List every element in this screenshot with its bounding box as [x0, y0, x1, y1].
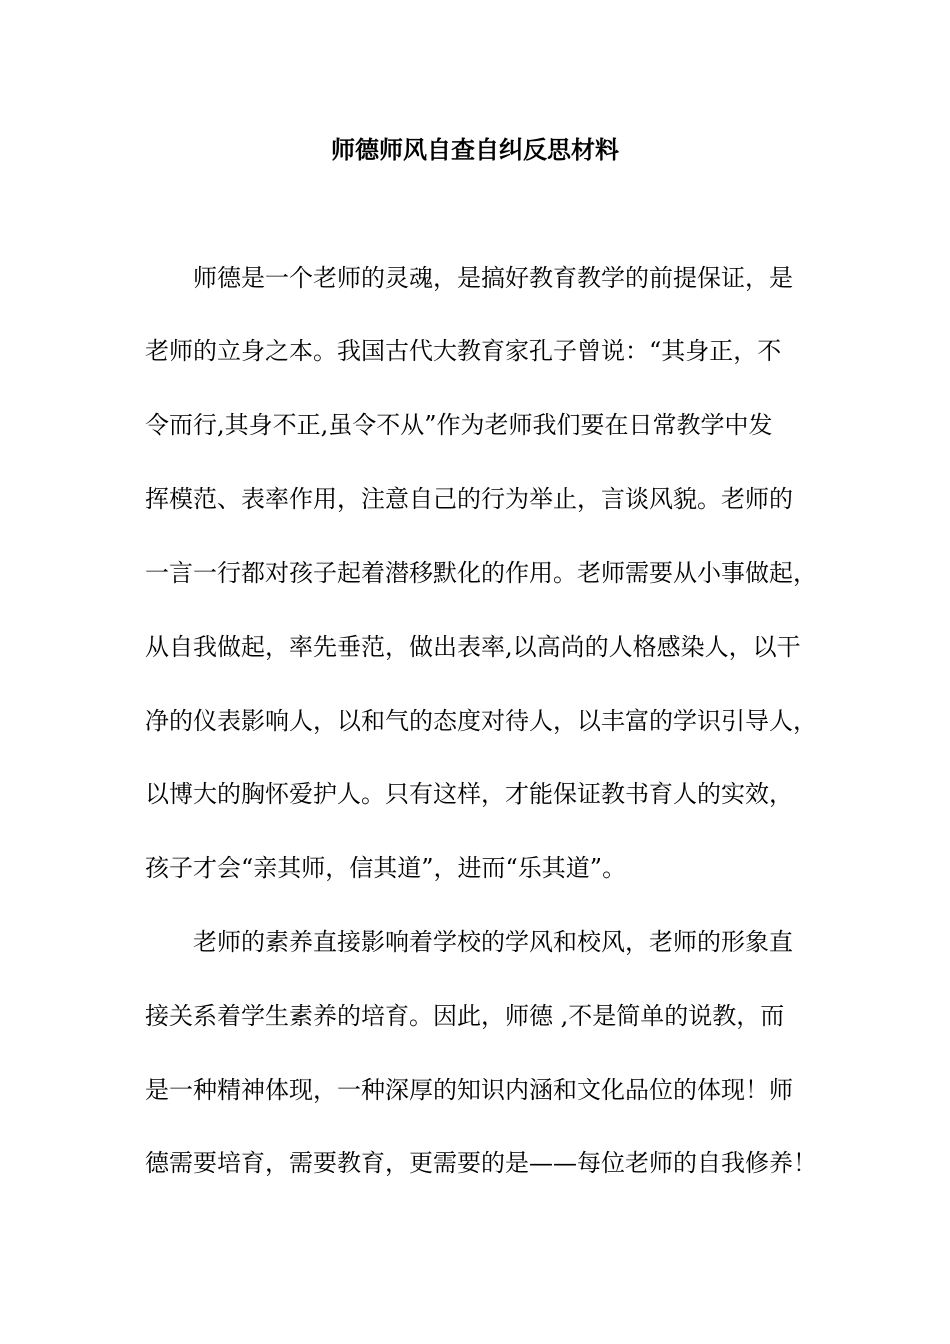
- paragraph-1-line-8: 以博大的胸怀爱护人。只有这样，才能保证教书育人的实效，: [145, 780, 793, 808]
- paragraph-1-line-3: 令而行,其身不正,虽令不从”作为老师我们要在日常教学中发: [145, 411, 773, 439]
- paragraph-2-line-1: 老师的素养直接影响着学校的学风和校风，老师的形象直: [193, 928, 793, 956]
- document-title: 师德师风自查自纠反思材料: [331, 136, 619, 164]
- paragraph-2-line-3: 是一种精神体现，一种深厚的知识内涵和文化品位的体现！师: [145, 1076, 793, 1104]
- paragraph-2-line-2: 接关系着学生素养的培育。因此，师德 ,不是简单的说教，而: [145, 1002, 785, 1030]
- paragraph-1-line-1: 师德是一个老师的灵魂，是搞好教育教学的前提保证，是: [193, 264, 793, 292]
- paragraph-1-line-2: 老师的立身之本。我国古代大教育家孔子曾说：“其身正，不: [145, 337, 782, 365]
- paragraph-1-line-7: 净的仪表影响人，以和气的态度对待人，以丰富的学识引导人，: [145, 707, 817, 735]
- paragraph-1-line-5: 一言一行都对孩子起着潜移默化的作用。老师需要从小事做起，: [145, 559, 817, 587]
- paragraph-1-line-4: 挥模范、表率作用，注意自己的行为举止，言谈风貌。老师的: [145, 485, 793, 513]
- paragraph-1-line-9: 孩子才会“亲其师，信其道”，进而“乐其道”。: [145, 854, 627, 882]
- paragraph-2-line-4: 德需要培育，需要教育，更需要的是——每位老师的自我修养！: [145, 1149, 817, 1177]
- paragraph-1-line-6: 从自我做起，率先垂范，做出表率,以高尚的人格感染人，以干: [145, 633, 801, 661]
